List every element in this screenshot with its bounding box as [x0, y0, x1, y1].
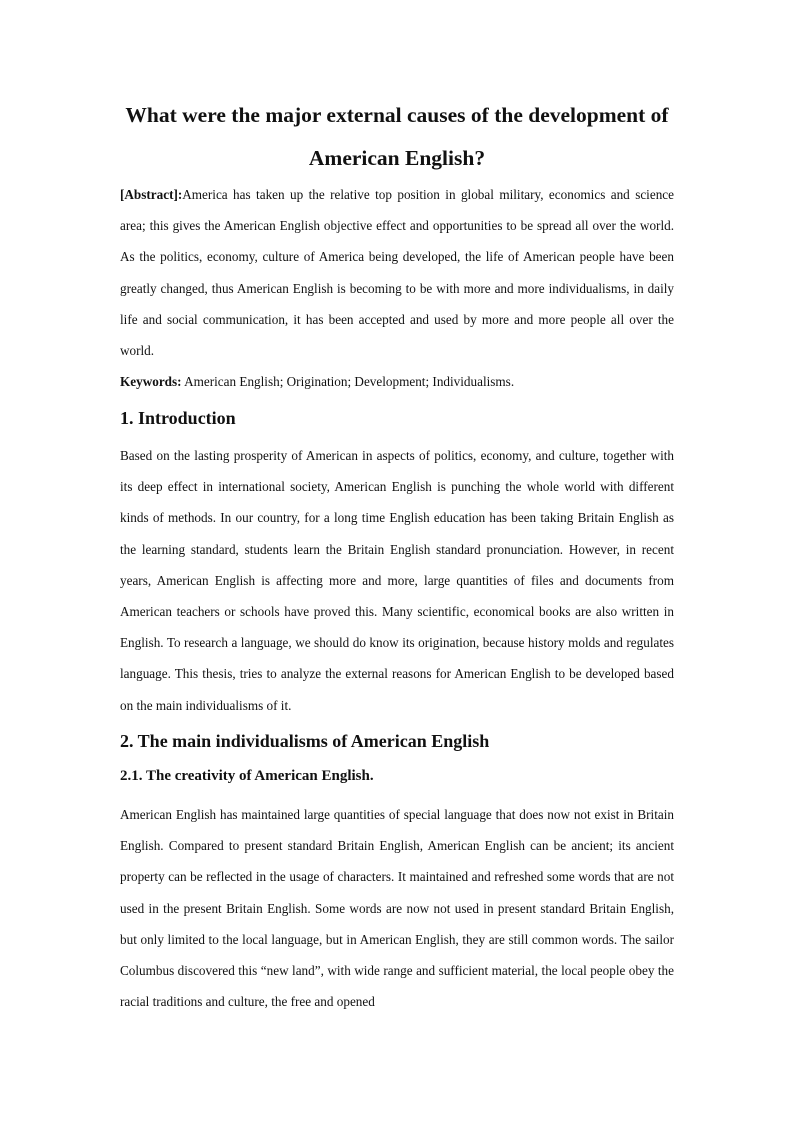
section-2-1-heading: 2.1. The creativity of American English.	[120, 768, 374, 784]
section-2-1-paragraph: American English has maintained large quantities of special language that does now not exist in Britain English. Compared to present standard Britain English, American English can be ancient; its ancient property can be reflected in the usage of characters. It maintained and refreshed some words that are not used in the present Britain English. Some words are now not used in present standard Britain English, but only limited to the local language, but in American English, they are still common words. The sailor Columbus discovered this “new land”, with wide range and sufficient material, the local people obey the racial traditions and culture, the free and opened	[120, 807, 674, 1010]
keywords-line	[120, 374, 514, 390]
section-1-heading: 1. Introduction	[120, 408, 236, 428]
abstract-label: [Abstract]:	[120, 187, 183, 202]
section-2-heading: 2. The main individualisms of American English	[120, 731, 490, 751]
abstract-text: America has taken up the relative top position in global military, economics and science area; this gives the American English objective effect and opportunities to be spread all over the world. As the politics, economy, culture of America being developed, the life of American people have been greatly changed, thus American English is becoming to be with more and more individualisms, in daily life and social communication, it has been accepted and used by more and more people all over the world.	[120, 187, 674, 359]
abstract-paragraph	[120, 179, 674, 366]
title-line-1: What were the major external causes of the development of	[125, 103, 669, 127]
keywords-label: Keywords:	[120, 374, 182, 389]
keywords-text: American English; Origination; Development; Individualisms.	[181, 374, 515, 389]
section-1-paragraph: Based on the lasting prosperity of American in aspects of politics, economy, and culture, together with its deep effect in international society, American English is punching the whole world with different kinds of methods. In our country, for a long time English education has been taking Britain English as the learning standard, students learn the Britain English standard pronunciation. However, in recent years, American English is affecting more and more, large quantities of files and documents from American teachers or schools have proved this. Many scientific, economical books are also written in English. To research a language, we should do know its origination, because history molds and regulates language. This thesis, tries to analyze the external reasons for American English to be developed based on the main individualisms of it.	[120, 448, 674, 713]
title-line-2: American English?	[308, 146, 486, 170]
